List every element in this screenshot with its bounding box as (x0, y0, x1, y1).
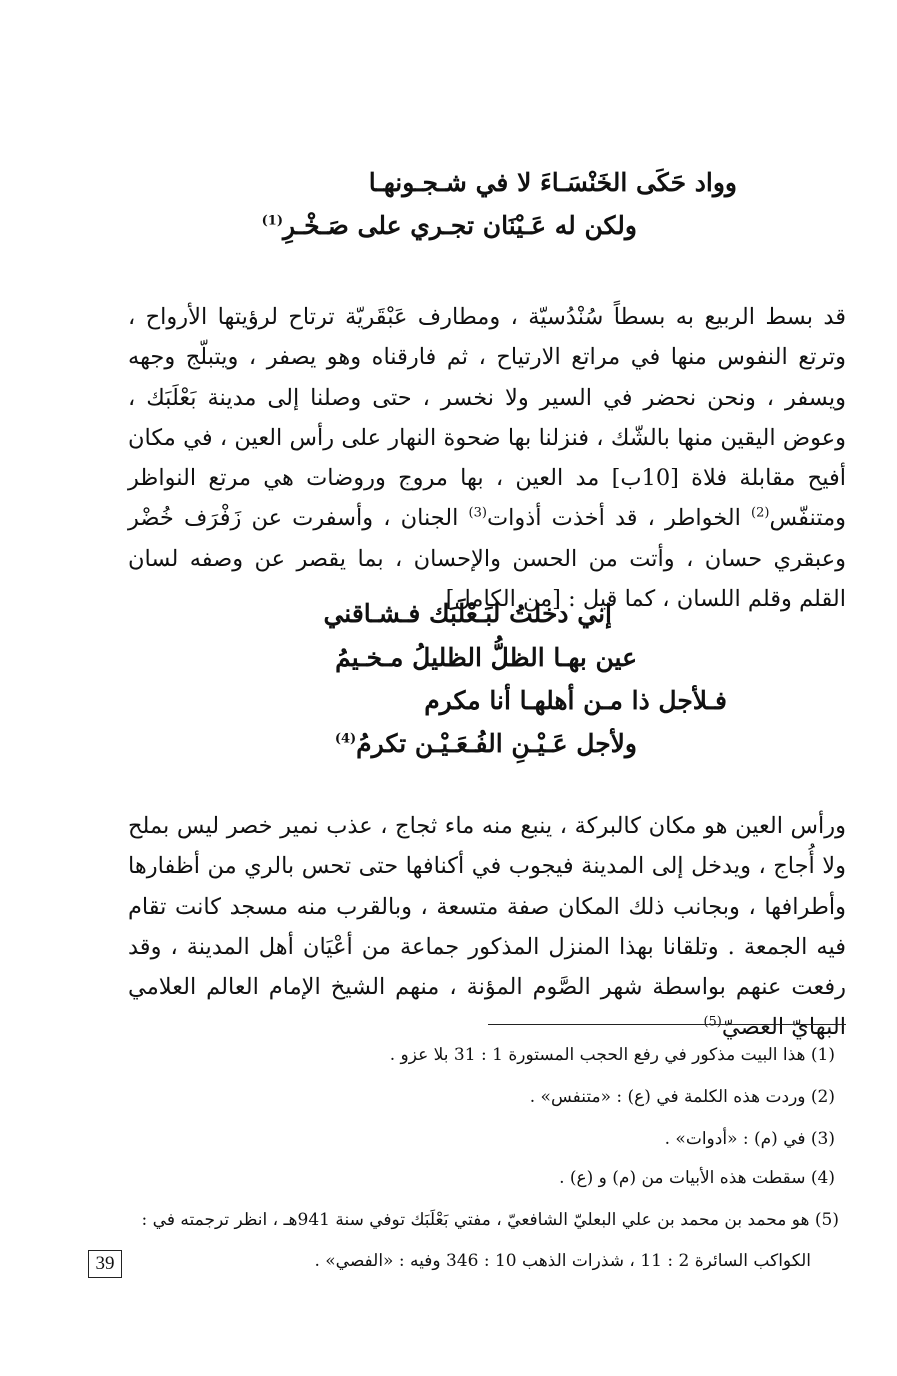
paragraph-1 (128, 297, 846, 619)
page-number: 39 (88, 1250, 122, 1278)
footnote-1: (1) هذا البيت مذكور في رفع الحجب المستورة 1 : 31 بلا عزو . (389, 1045, 835, 1065)
footnote-ref-2: (2) (751, 505, 770, 521)
verse2-line4-text: ولأجل عَـيْـنِ الفُـعَـيْـن تكرمُ (356, 729, 637, 758)
paragraph-1-text-b: الخواطر ، قد أخذت أذوات (486, 505, 751, 532)
paragraph-2-text-a: ورأس العين هو مكان كالبركة ، ينبع منه ماء ثجاج ، عذب نمير خصر ليس بملح ولا أُجاج ، ويدخل إلى المدينة فيجوب في أكنافها حتى تحس بالري من أظفارها وأطرافها ، وبجانب ذلك المكان صفة متسعة ، وبالقرب منه مسجد كانت تقام فيه الجمعة . وتلقانا بهذا المنزل المذكور جماعة من أعْيَان أهل المدينة ، وقد رفعت عنهم بواسطة شهر الصَّوم المؤنة ، منهم الشيخ الإمام العالم العلامي البهايّ العصيّ (128, 813, 846, 1041)
footnote-ref-4: (4) (334, 731, 357, 747)
footnote-ref-1: (1) (261, 213, 283, 229)
paragraph-1-body (128, 297, 846, 619)
footnote-ref-5: (5) (703, 1014, 722, 1030)
verse2-line3: فـلأجل ذا مـن أهلهـا أنا مكرم (424, 686, 727, 715)
footnote-5-continued: الكواكب السائرة 2 : 11 ، شذرات الذهب 10 : 346 وفيه : «الفصي» . (314, 1251, 811, 1271)
paragraph-2-body (128, 806, 846, 1048)
footnote-5: (5) هو محمد بن محمد بن علي البعليّ الشافعيّ ، مفتي بَعْلَبَك توفي سنة 941هـ ، انظر ترجمته في : (141, 1210, 839, 1230)
footnote-divider (488, 1024, 846, 1025)
verse2-line2: عين بهـا الظلُّ الظليلُ مـخـيمُ (335, 643, 637, 672)
verse1-line2 (262, 206, 637, 246)
verse1-line2-text: ولكن له عَـيْنَان تجـري على صَـخْـرِ (283, 211, 637, 240)
paragraph-1-text-a: قد بسط الربيع به بسطاً سُنْدُسيّة ، ومطارف عَبْقَريّة ترتاح لرؤيتها الأرواح ، وترتع النفوس منها في مراتع الارتياح ، ثم فارقناه وهو يصفر ، ويتبلّج وجهه ويسفر ، ونحن نحضر في السير ولا نخسر ، حتى وصلنا إلى مدينة بَعْلَبَك ، وعوض اليقين منها بالشّك ، فنزلنا بها ضحوة النهار على رأس العين ، في مكان أفيح مقابلة فلاة [10ب] مد العين ، بها مروج وروضات هي مرتع النواظر ومتنفّس (128, 304, 847, 532)
verse2-line1: إني دخلتُ لبَـعْلَبَك فـشـاقني (323, 599, 612, 628)
verse2-line4 (335, 724, 637, 764)
footnote-ref-3: (3) (468, 505, 487, 521)
verse1-line1: وواد حَكَى الخَنْسَـاءَ لا في شـجـونهـا (368, 168, 737, 197)
footnote-3: (3) في (م) : «أدوات» . (664, 1129, 835, 1149)
paragraph-1-text-c: الجنان ، وأسفرت عن زَفْرَف خُضْر وعبقري حسان ، وأتت من الحسن والإحسان ، بما يقصر عن وصفه لسان القلم وقلم اللسان ، كما قيل : [من الكامل] (128, 505, 846, 613)
footnote-4: (4) سقطت هذه الأبيات من (م) و (ع) . (559, 1168, 835, 1188)
paragraph-2 (128, 806, 846, 1048)
footnote-2: (2) وردت هذه الكلمة في (ع) : «متنفس» . (529, 1087, 835, 1107)
